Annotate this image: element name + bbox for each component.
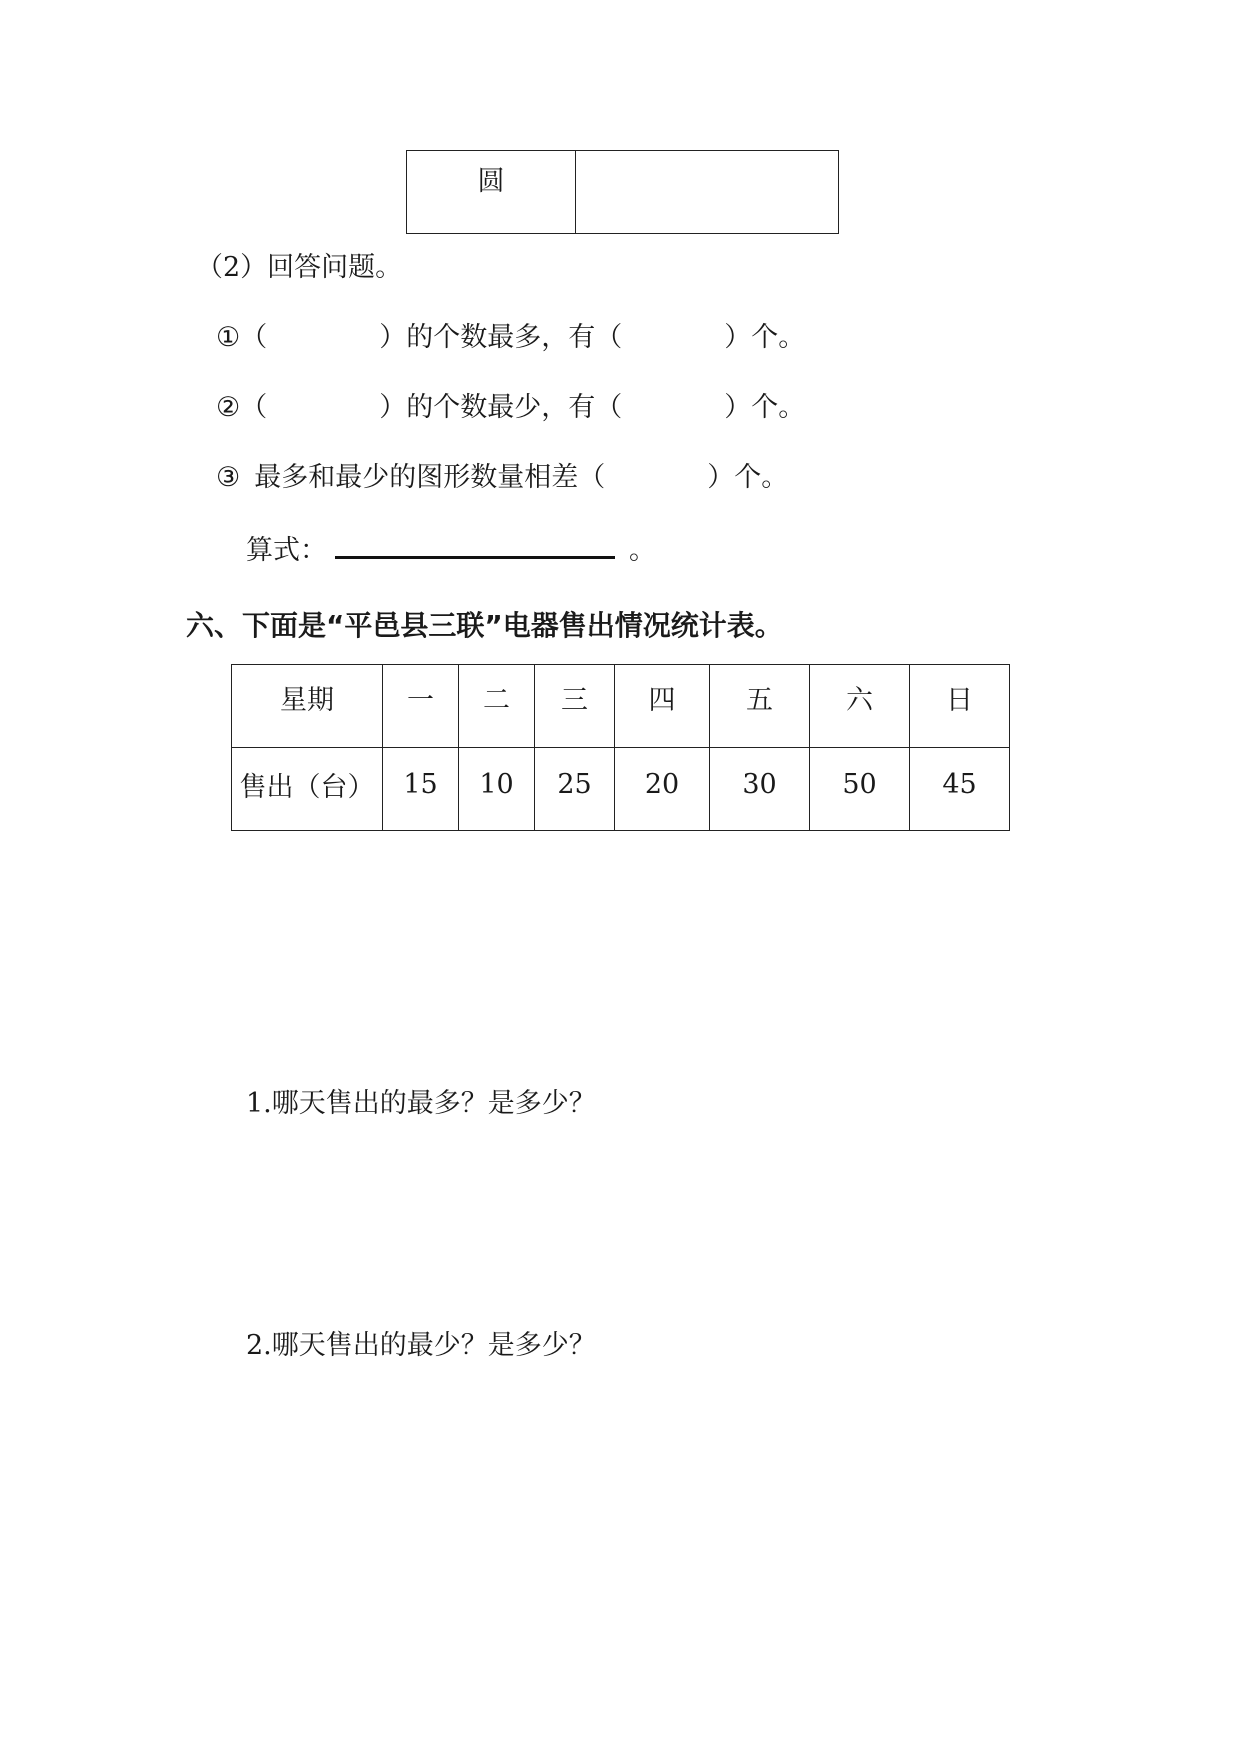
shape-count-cell[interactable] (576, 151, 839, 234)
question-1: ①（ ）的个数最多，有（ ）个。 (216, 322, 806, 353)
value-cell: 20 (615, 748, 710, 831)
day-cell: 六 (810, 665, 910, 748)
shape-name-cell: 圆 (407, 151, 576, 234)
shape-count-table (406, 150, 839, 234)
formula-line: 算式： 。 (246, 532, 656, 569)
value-cell: 25 (535, 748, 615, 831)
question-number: ③ (216, 462, 241, 493)
value-cell: 15 (383, 748, 459, 831)
question-number: ① (216, 322, 241, 353)
sales-question-1: 1.哪天售出的最多？是多少？ (246, 1088, 596, 1119)
day-cell: 二 (459, 665, 535, 748)
value-cell: 30 (710, 748, 810, 831)
formula-label: 算式： (246, 535, 327, 566)
value-cell: 50 (810, 748, 910, 831)
day-cell: 三 (535, 665, 615, 748)
day-cell: 四 (615, 665, 710, 748)
value-cell: 45 (910, 748, 1010, 831)
question-2: ②（ ）的个数最少，有（ ）个。 (216, 392, 806, 423)
part2-title: （2）回答问题。 (196, 252, 403, 283)
header-cell: 星期 (232, 665, 383, 748)
value-cell: 10 (459, 748, 535, 831)
table-row (407, 151, 839, 234)
question-number: ② (216, 392, 241, 423)
question-3: ③ 最多和最少的图形数量相差（ ）个。 (216, 462, 789, 493)
table-row (232, 748, 1010, 831)
sales-table (231, 664, 1010, 831)
header-cell: 售出（台） (232, 748, 383, 831)
table-row (232, 665, 1010, 748)
day-cell: 一 (383, 665, 459, 748)
section-6-title: 六、下面是“平邑县三联”电器售出情况统计表。 (186, 609, 783, 642)
sales-question-2: 2.哪天售出的最少？是多少？ (246, 1330, 596, 1361)
day-cell: 五 (710, 665, 810, 748)
day-cell: 日 (910, 665, 1010, 748)
formula-answer-line[interactable] (335, 532, 615, 559)
